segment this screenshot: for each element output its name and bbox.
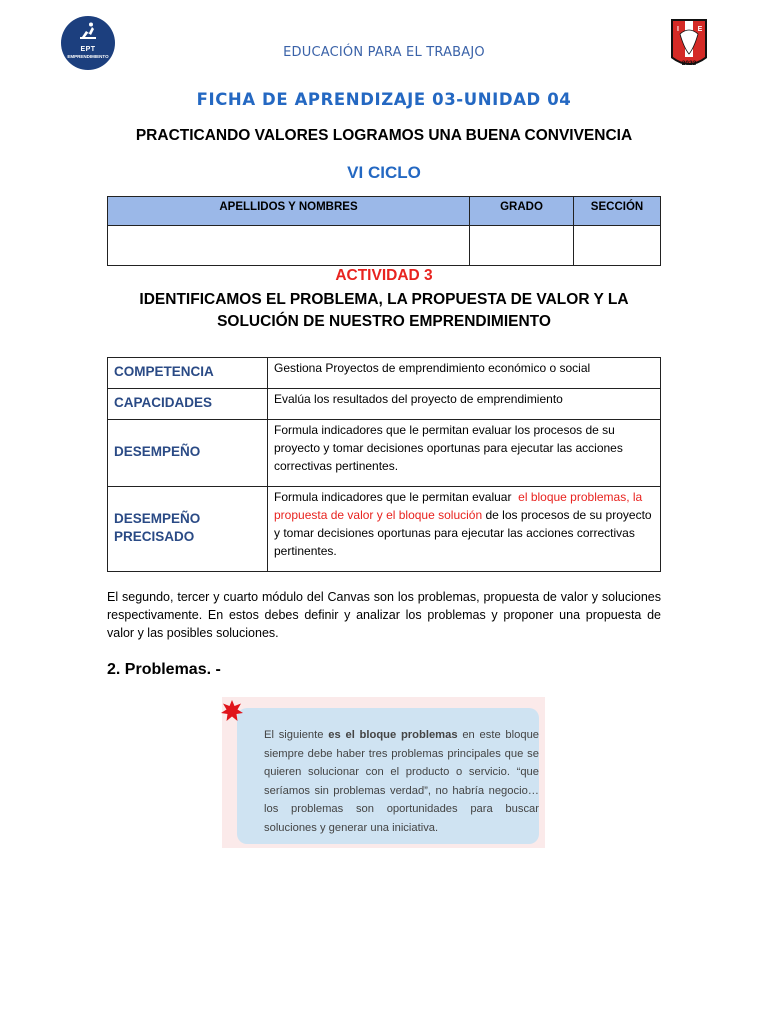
precisado-text-b: de los procesos de su proyecto y tomar decisiones oportunas para ejecutar las acciones correctivas pertinentes. xyxy=(274,508,652,558)
precisado-label-line-1: DESEMPEÑO xyxy=(114,511,201,526)
precisado-text-highlight: el bloque problemas, la propuesta de valor y el bloque solución xyxy=(274,490,643,522)
problemas-info-box xyxy=(237,708,539,844)
header-title: EDUCACIÓN PARA EL TRABAJO xyxy=(283,45,485,60)
activity-title-line-1: IDENTIFICAMOS EL PROBLEMA, LA PROPUESTA DE VALOR Y LA xyxy=(139,291,629,308)
ciclo-label: VI CICLO xyxy=(347,163,421,182)
capacidades-value: Evalúa los resultados del proyecto de emprendimiento xyxy=(268,389,661,420)
logo-text-emprendimiento: EMPRENDIMIENTO xyxy=(67,54,109,59)
actividad-label: ACTIVIDAD 3 xyxy=(335,267,433,284)
activity-title xyxy=(100,289,668,333)
desempeno-label: DESEMPEÑO xyxy=(108,420,268,487)
crest-letter-e: E xyxy=(697,26,703,33)
problemas-image xyxy=(222,697,545,848)
ficha-title: FICHA DE APRENDIZAJE 03-UNIDAD 04 xyxy=(196,90,572,109)
header-grado: GRADO xyxy=(470,197,574,226)
document-subtitle: PRACTICANDO VALORES LOGRAMOS UNA BUENA CONVIVENCIA xyxy=(135,127,633,144)
capacidades-label: CAPACIDADES xyxy=(108,389,268,420)
desempeno-precisado-label xyxy=(108,487,268,572)
competencies-table xyxy=(107,357,661,572)
section-heading-problemas: 2. Problemas. - xyxy=(107,661,221,678)
red-starburst-icon xyxy=(221,700,243,722)
desempeno-value: Formula indicadores que le permitan evaluar los procesos de su proyecto y tomar decisiones oportunas para ejecutar las acciones correctivas pertinentes. xyxy=(268,420,661,487)
runner-icon xyxy=(80,22,96,42)
crest-year: 2022 xyxy=(681,60,697,67)
header-apellidos: APELLIDOS Y NOMBRES xyxy=(108,197,470,226)
desempeno-precisado-value xyxy=(268,487,661,572)
competencia-label: COMPETENCIA xyxy=(108,358,268,389)
school-crest-logo xyxy=(670,18,708,70)
grado-field[interactable] xyxy=(470,226,574,266)
problemas-text xyxy=(264,726,539,837)
student-info-table xyxy=(107,196,661,266)
crest-letter-i: I xyxy=(677,26,679,33)
header-seccion: SECCIÓN xyxy=(574,197,661,226)
canvas-paragraph: El segundo, tercer y cuarto módulo del Canvas son los problemas, propuesta de valor y soluciones respectivamente. En estos debes definir y analizar los problemas y proponer una propuesta de valor y las posibles soluciones. xyxy=(107,590,661,640)
logo-text-ept: EPT xyxy=(80,46,96,53)
activity-title-line-2: SOLUCIÓN DE NUESTRO EMPRENDIMIENTO xyxy=(217,313,551,330)
problemas-text-a: El siguiente xyxy=(264,729,324,741)
precisado-text-a: Formula indicadores que le permitan evaluar xyxy=(274,490,512,504)
competencia-value: Gestiona Proyectos de emprendimiento económico o social xyxy=(268,358,661,389)
problemas-text-bold: es el bloque problemas xyxy=(328,729,458,741)
precisado-label-line-2: PRECISADO xyxy=(114,529,195,544)
apellidos-field[interactable] xyxy=(108,226,470,266)
ept-logo xyxy=(61,16,115,70)
problemas-text-b: en este bloque siempre debe haber tres problemas principales que se quieren solucionar con el producto o servicio. “que seríamos sin problemas verdad”, no habría negocio… los problemas son oportunidades para buscar soluciones y generar una iniciativa. xyxy=(264,729,540,834)
seccion-field[interactable] xyxy=(574,226,661,266)
